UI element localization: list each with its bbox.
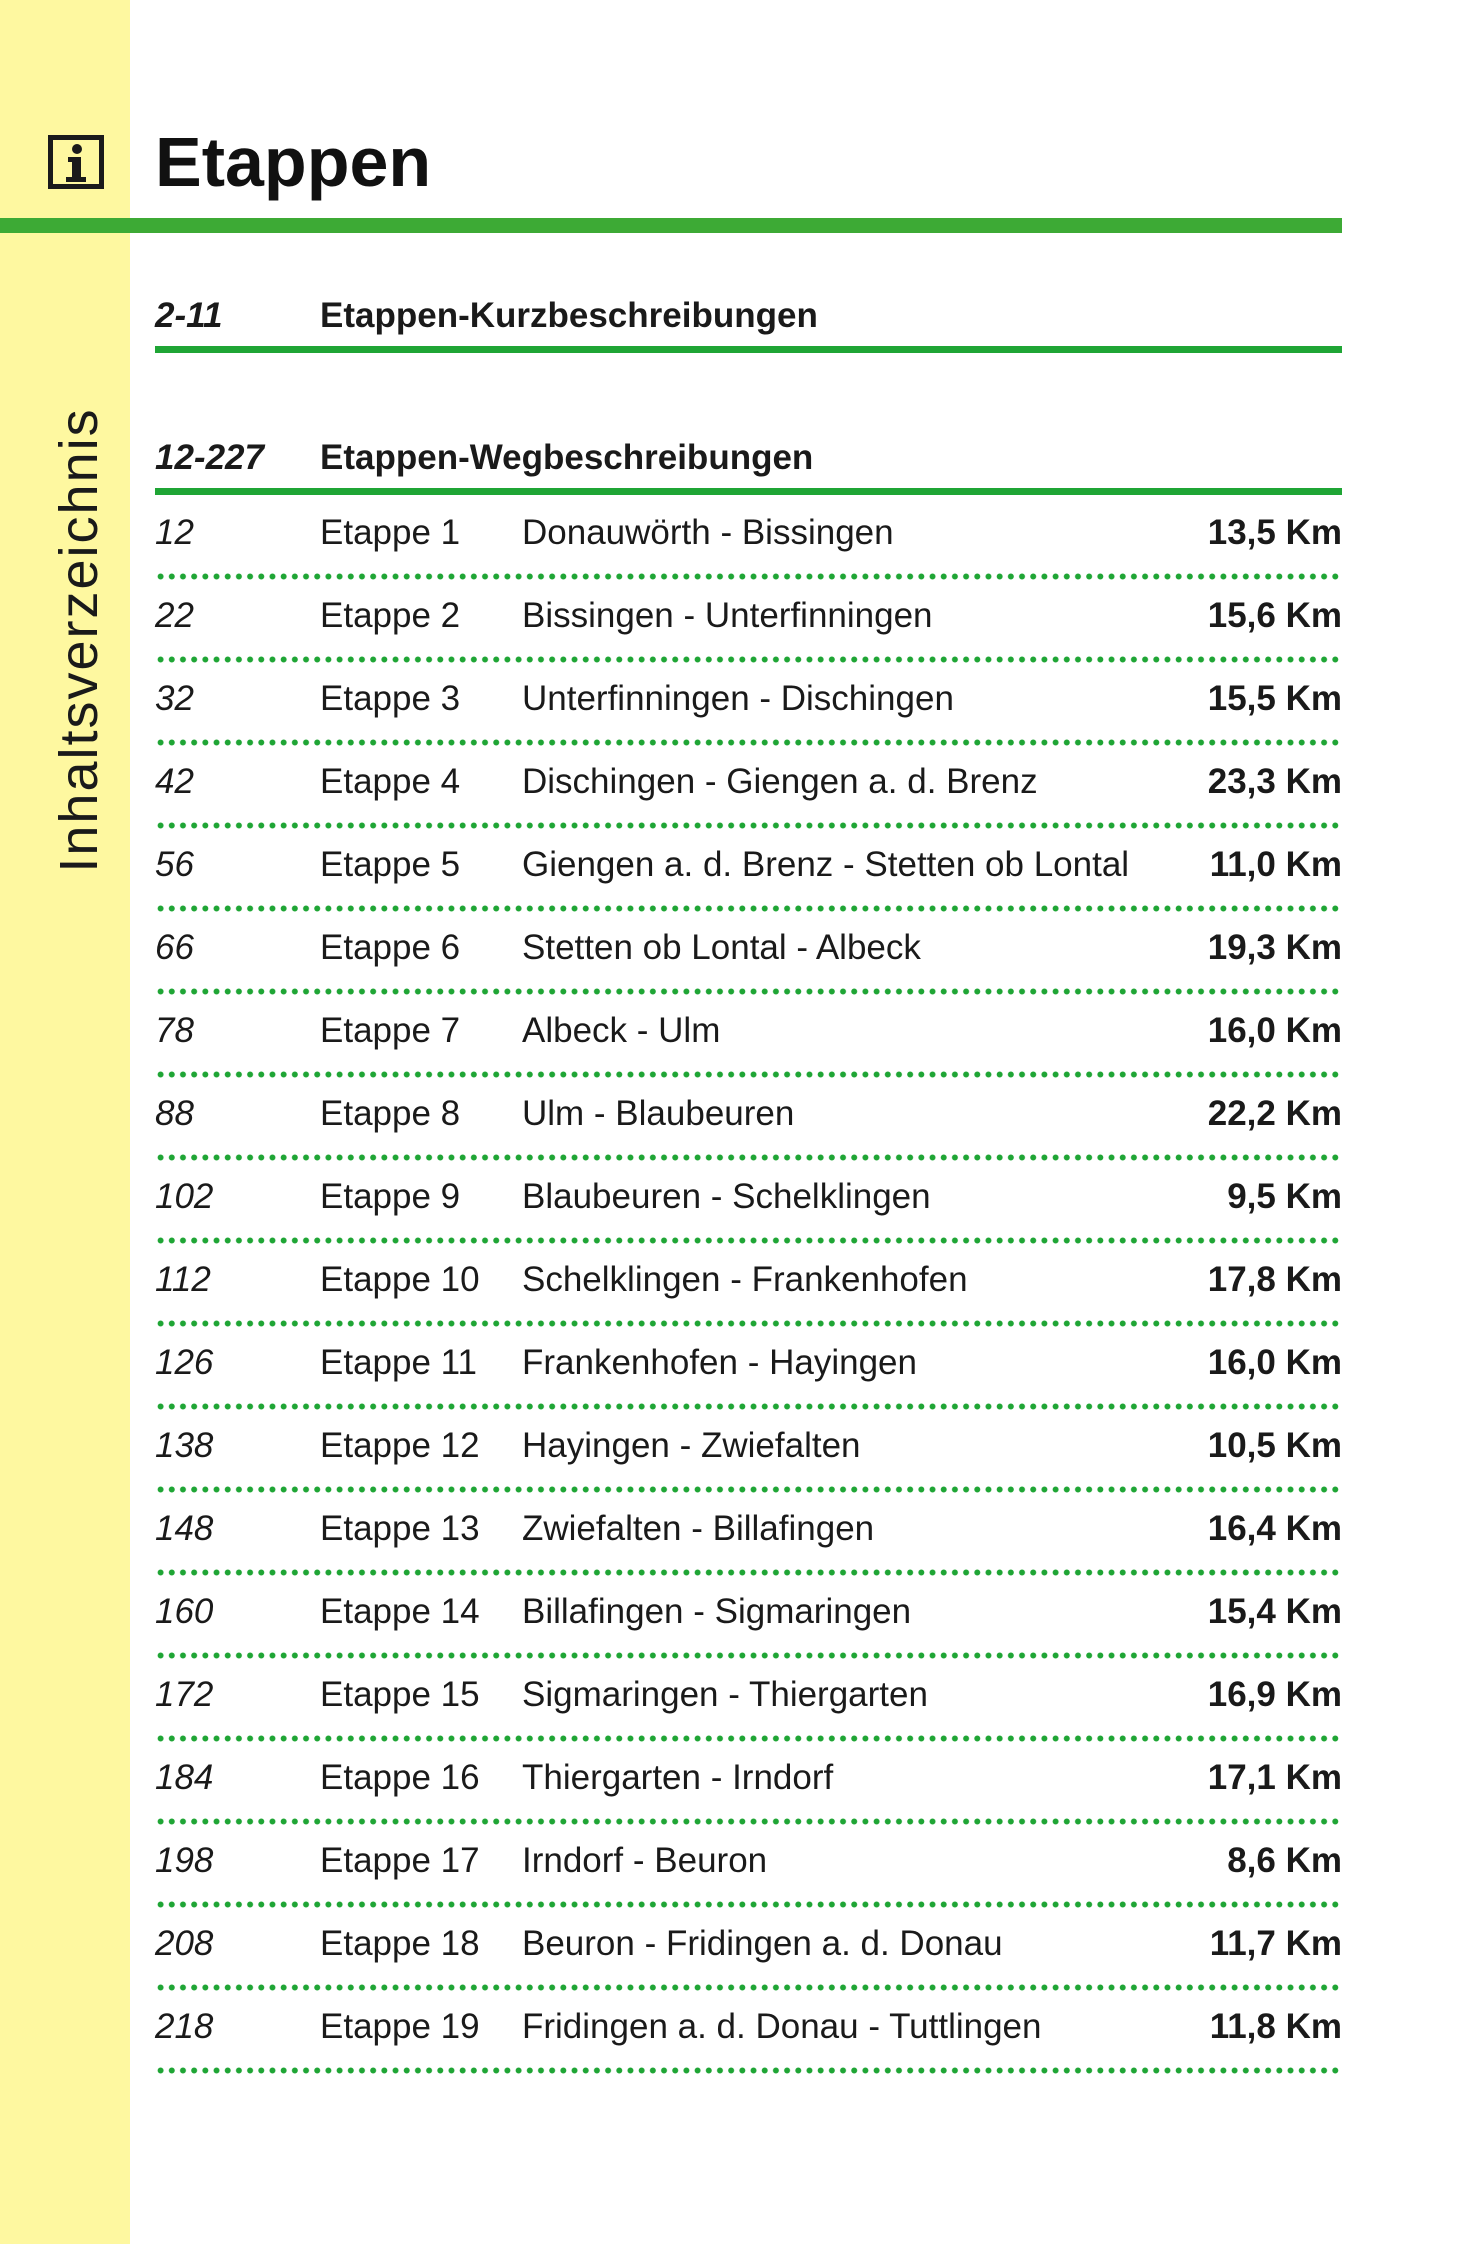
stage-route: Irndorf - Beuron [522,1841,768,1880]
stage-number: Etappe 5 [320,845,461,884]
stage-route: Giengen a. d. Brenz - Stetten ob Lontal [522,845,1130,884]
stage-distance: 13,5 Km [1207,513,1342,552]
section-pages: 12-227 [155,438,264,477]
stage-number: Etappe 8 [320,1094,461,1133]
stage-number: Etappe 19 [320,2007,480,2046]
stage-number: Etappe 1 [320,513,461,552]
stage-page-number: 112 [155,1260,211,1299]
stage-route: Thiergarten - Irndorf [522,1758,834,1797]
page-title: Etappen [155,123,432,201]
stage-row[interactable] [155,1992,1342,2075]
stage-page-number: 56 [155,845,194,884]
stage-number: Etappe 16 [320,1758,480,1797]
stage-page-number: 102 [155,1177,214,1216]
stage-number: Etappe 11 [320,1343,477,1382]
stage-distance: 15,4 Km [1207,1592,1342,1631]
stage-route: Hayingen - Zwiefalten [522,1426,861,1465]
stage-distance: 9,5 Km [1227,1177,1342,1216]
stage-page-number: 218 [155,2007,214,2046]
stage-distance: 17,1 Km [1207,1758,1342,1797]
stage-row[interactable] [155,1660,1342,1743]
stage-row[interactable] [155,1162,1342,1245]
stage-row[interactable] [155,830,1342,913]
stage-number: Etappe 9 [320,1177,461,1216]
stage-route: Billafingen - Sigmaringen [522,1592,912,1631]
stage-route: Zwiefalten - Billafingen [522,1509,875,1548]
stage-route: Dischingen - Giengen a. d. Brenz [522,762,1038,801]
stage-distance: 19,3 Km [1207,928,1342,967]
stage-row[interactable] [155,498,1342,581]
section-label: Etappen-Wegbeschreibungen [320,438,814,477]
stage-row[interactable] [155,581,1342,664]
stage-number: Etappe 4 [320,762,461,801]
stage-page-number: 198 [155,1841,214,1880]
stage-route: Frankenhofen - Hayingen [522,1343,917,1382]
stage-page-number: 88 [155,1094,194,1133]
stage-distance: 11,0 Km [1209,845,1342,884]
stage-row[interactable] [155,1079,1342,1162]
stage-number: Etappe 14 [320,1592,480,1631]
stage-route: Bissingen - Unterfinningen [522,596,933,635]
stage-row[interactable] [155,1411,1342,1494]
stage-page-number: 78 [155,1011,194,1050]
section-pages: 2-11 [155,296,223,335]
stage-page-number: 126 [155,1343,214,1382]
stage-page-number: 42 [155,762,194,801]
title-rule [0,218,1342,233]
stage-row[interactable] [155,1245,1342,1328]
sidebar-title: Inhaltsverzeichnis [49,407,109,873]
stage-route: Sigmaringen - Thiergarten [522,1675,928,1714]
section-label: Etappen-Kurzbeschreibungen [320,296,818,335]
stage-distance: 15,5 Km [1207,679,1342,718]
stage-page-number: 208 [155,1924,214,1963]
stage-page-number: 160 [155,1592,214,1631]
stage-distance: 11,7 Km [1209,1924,1342,1963]
stage-row[interactable] [155,1494,1342,1577]
stage-distance: 16,9 Km [1207,1675,1342,1714]
section-rule [155,346,1342,353]
info-icon [48,135,104,189]
stage-number: Etappe 18 [320,1924,480,1963]
stage-row[interactable] [155,1826,1342,1909]
stage-number: Etappe 3 [320,679,461,718]
stage-page-number: 172 [155,1675,214,1714]
stage-list [155,498,1342,2075]
stage-page-number: 66 [155,928,194,967]
stage-distance: 23,3 Km [1207,762,1342,801]
stage-row[interactable] [155,664,1342,747]
stage-route: Schelklingen - Frankenhofen [522,1260,968,1299]
stage-distance: 8,6 Km [1227,1841,1342,1880]
stage-distance: 16,0 Km [1207,1011,1342,1050]
section-route-descriptions[interactable] [155,433,1342,483]
stage-number: Etappe 17 [320,1841,480,1880]
stage-number: Etappe 13 [320,1509,480,1548]
stage-number: Etappe 6 [320,928,461,967]
stage-distance: 16,4 Km [1207,1509,1342,1548]
stage-route: Blaubeuren - Schelklingen [522,1177,931,1216]
stage-number: Etappe 7 [320,1011,461,1050]
stage-distance: 17,8 Km [1207,1260,1342,1299]
stage-page-number: 12 [155,513,194,552]
stage-distance: 16,0 Km [1207,1343,1342,1382]
stage-page-number: 184 [155,1758,214,1797]
stage-row[interactable] [155,996,1342,1079]
stage-row[interactable] [155,1328,1342,1411]
stage-row[interactable] [155,1577,1342,1660]
stage-page-number: 138 [155,1426,214,1465]
stage-route: Albeck - Ulm [522,1011,721,1050]
stage-route: Unterfinningen - Dischingen [522,679,954,718]
stage-number: Etappe 15 [320,1675,480,1714]
stage-route: Donauwörth - Bissingen [522,513,894,552]
stage-number: Etappe 10 [320,1260,480,1299]
stage-route: Beuron - Fridingen a. d. Donau [522,1924,1003,1963]
sidebar [0,0,130,2244]
stage-page-number: 22 [155,596,194,635]
stage-distance: 11,8 Km [1209,2007,1342,2046]
stage-route: Ulm - Blaubeuren [522,1094,795,1133]
stage-route: Stetten ob Lontal - Albeck [522,928,921,967]
stage-row[interactable] [155,1909,1342,1992]
stage-number: Etappe 12 [320,1426,480,1465]
stage-distance: 10,5 Km [1207,1426,1342,1465]
stage-route: Fridingen a. d. Donau - Tuttlingen [522,2007,1042,2046]
section-rule [155,488,1342,495]
stage-number: Etappe 2 [320,596,461,635]
stage-distance: 22,2 Km [1207,1094,1342,1133]
stage-page-number: 148 [155,1509,214,1548]
stage-row[interactable] [155,913,1342,996]
stage-row[interactable] [155,1743,1342,1826]
section-short-descriptions[interactable] [155,291,1342,341]
stage-page-number: 32 [155,679,194,718]
stage-row[interactable] [155,747,1342,830]
stage-distance: 15,6 Km [1207,596,1342,635]
